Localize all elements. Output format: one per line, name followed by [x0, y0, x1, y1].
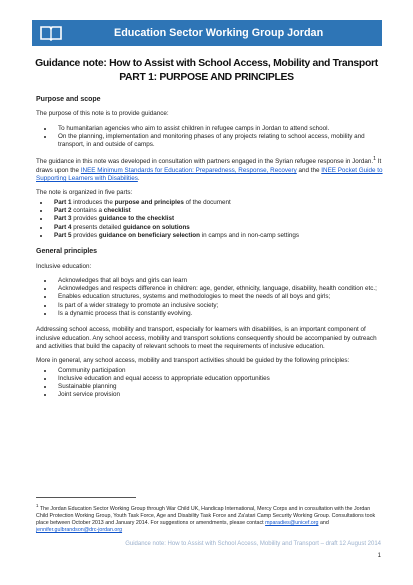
list-item: • Joint service provision: [54, 391, 386, 399]
list-item: • Community participation: [54, 367, 386, 375]
part-label: Part 4: [54, 223, 72, 231]
part-label: Part 2: [54, 207, 72, 215]
purpose-list: [36, 125, 386, 150]
part-emphasis: purpose and principles: [114, 198, 184, 206]
principles-intro: Inclusive education:: [36, 262, 92, 270]
part-emphasis: checklist: [103, 207, 131, 215]
list-item: • On the planning, implementation and monitoring phases of any projects relating to school access, mobility and transport, in and outside of camps.: [54, 133, 386, 150]
part-label: Part 1: [54, 198, 72, 206]
list-item: [50, 232, 386, 240]
purpose-intro: The purpose of this note is to provide guidance:: [36, 110, 169, 118]
email-link-1[interactable]: mparadies@unicef.org: [265, 519, 319, 526]
list-item: [50, 215, 386, 223]
footnote-text: and: [318, 519, 329, 526]
principles-list: [36, 277, 386, 318]
list-item: • Is part of a wider strategy to promote an inclusive society;: [54, 302, 386, 310]
part-emphasis: guidance on solutions: [122, 223, 190, 231]
part-emphasis: guidance on beneficiary selection: [98, 231, 200, 239]
principles-paragraph: Addressing school access, mobility and transport, especially for learners with disabilities, is an important component of inclusive education. Any school access, mobility and transport solutions consequently should be accompanied by outreach and activities that build the capacity of relevant schools to meet the requirements of inclusive education.: [36, 326, 377, 350]
section-heading-principles: General principles: [36, 248, 98, 256]
part-text: introduces the: [71, 198, 115, 206]
banner-title: Education Sector Working Group Jordan: [114, 27, 324, 39]
page-footer: Guidance note: How to Assist with School Access, Mobility and Transport – draft 12 August 2014: [125, 541, 381, 547]
guidance-text: .: [137, 175, 140, 183]
list-item: • Inclusive education and equal access to appropriate education opportunities: [54, 375, 386, 383]
list-item: [50, 199, 386, 207]
part-text: in camps and in non-camp settings: [199, 231, 300, 239]
list-item: • Sustainable planning: [54, 383, 386, 391]
list-item: • Enables education structures, systems and methodologies to meet the needs of all boys and girls;: [54, 293, 386, 301]
footnote-text: The Jordan Education Sector Working Group through War Child UK, Handicap International, Mercy Corps and in consultation with the Jordan Child Protection Working Group, Youth Task Force, Age and Disability Task Force and Za'atari Camp Security Working Group. Consultations took place between October 2013 and January 2014. For suggestions or amendments, please contact: [36, 505, 376, 526]
guidance-text: It draws upon the: [36, 158, 382, 174]
guidance-text: and the: [296, 166, 322, 174]
principles-list-2: [36, 367, 386, 400]
list-item: [50, 224, 386, 232]
page-number: 1: [377, 553, 381, 559]
email-link-2[interactable]: jennifer.gulbrandson@drc-jordan.org: [36, 526, 123, 533]
part-label: Part 5: [54, 231, 72, 239]
inee-standards-link[interactable]: INEE Minimum Standards for Education: Preparedness, Response, Recovery: [80, 166, 297, 174]
footnote-divider: [36, 497, 136, 498]
list-item: • Acknowledges and respects difference in children: age, gender, ethnicity, language, disability, health condition etc.;: [54, 285, 386, 293]
part-label: Part 3: [54, 215, 72, 223]
parts-list: [36, 199, 386, 240]
header-banner: [32, 20, 382, 46]
section-heading-purpose: Purpose and scope: [36, 96, 101, 103]
inee-pocket-guide-link[interactable]: INEE Pocket Guide to Supporting Learners with Disabilities: [36, 166, 383, 183]
document-title: Guidance note: How to Assist with School Access, Mobility and Transport: [35, 58, 378, 69]
parts-intro: The note is organized in five parts:: [36, 189, 133, 197]
part-text: of the document: [183, 198, 231, 206]
part-emphasis: guidance to the checklist: [98, 215, 175, 223]
book-icon: [40, 25, 62, 41]
guidance-text: The guidance in this note was developed in consultation with partners engaged in the Syrian refugee response in Jordan.: [36, 158, 374, 166]
footnote-marker: 1: [36, 503, 39, 508]
part-text: provides: [71, 215, 99, 223]
list-item: • To humanitarian agencies who aim to assist children in refugee camps in Jordan to attend school.: [54, 125, 386, 133]
part-text: provides: [71, 231, 99, 239]
document-body: [36, 96, 386, 406]
part-text: contains a: [71, 207, 104, 215]
list-item: [50, 207, 386, 215]
document-subtitle: PART 1: PURPOSE AND PRINCIPLES: [119, 72, 294, 83]
principles-paragraph: More in general, any school access, mobility and transport activities should be guided by the following principles:: [36, 357, 350, 365]
part-text: presents detailed: [71, 223, 123, 231]
footnote-ref[interactable]: 1: [373, 156, 377, 163]
guidance-paragraph: [36, 155, 386, 183]
list-item: • Acknowledges that all boys and girls can learn: [54, 277, 386, 285]
list-item: • Is a dynamic process that is constantly evolving.: [54, 310, 386, 318]
footnote: [36, 502, 381, 534]
